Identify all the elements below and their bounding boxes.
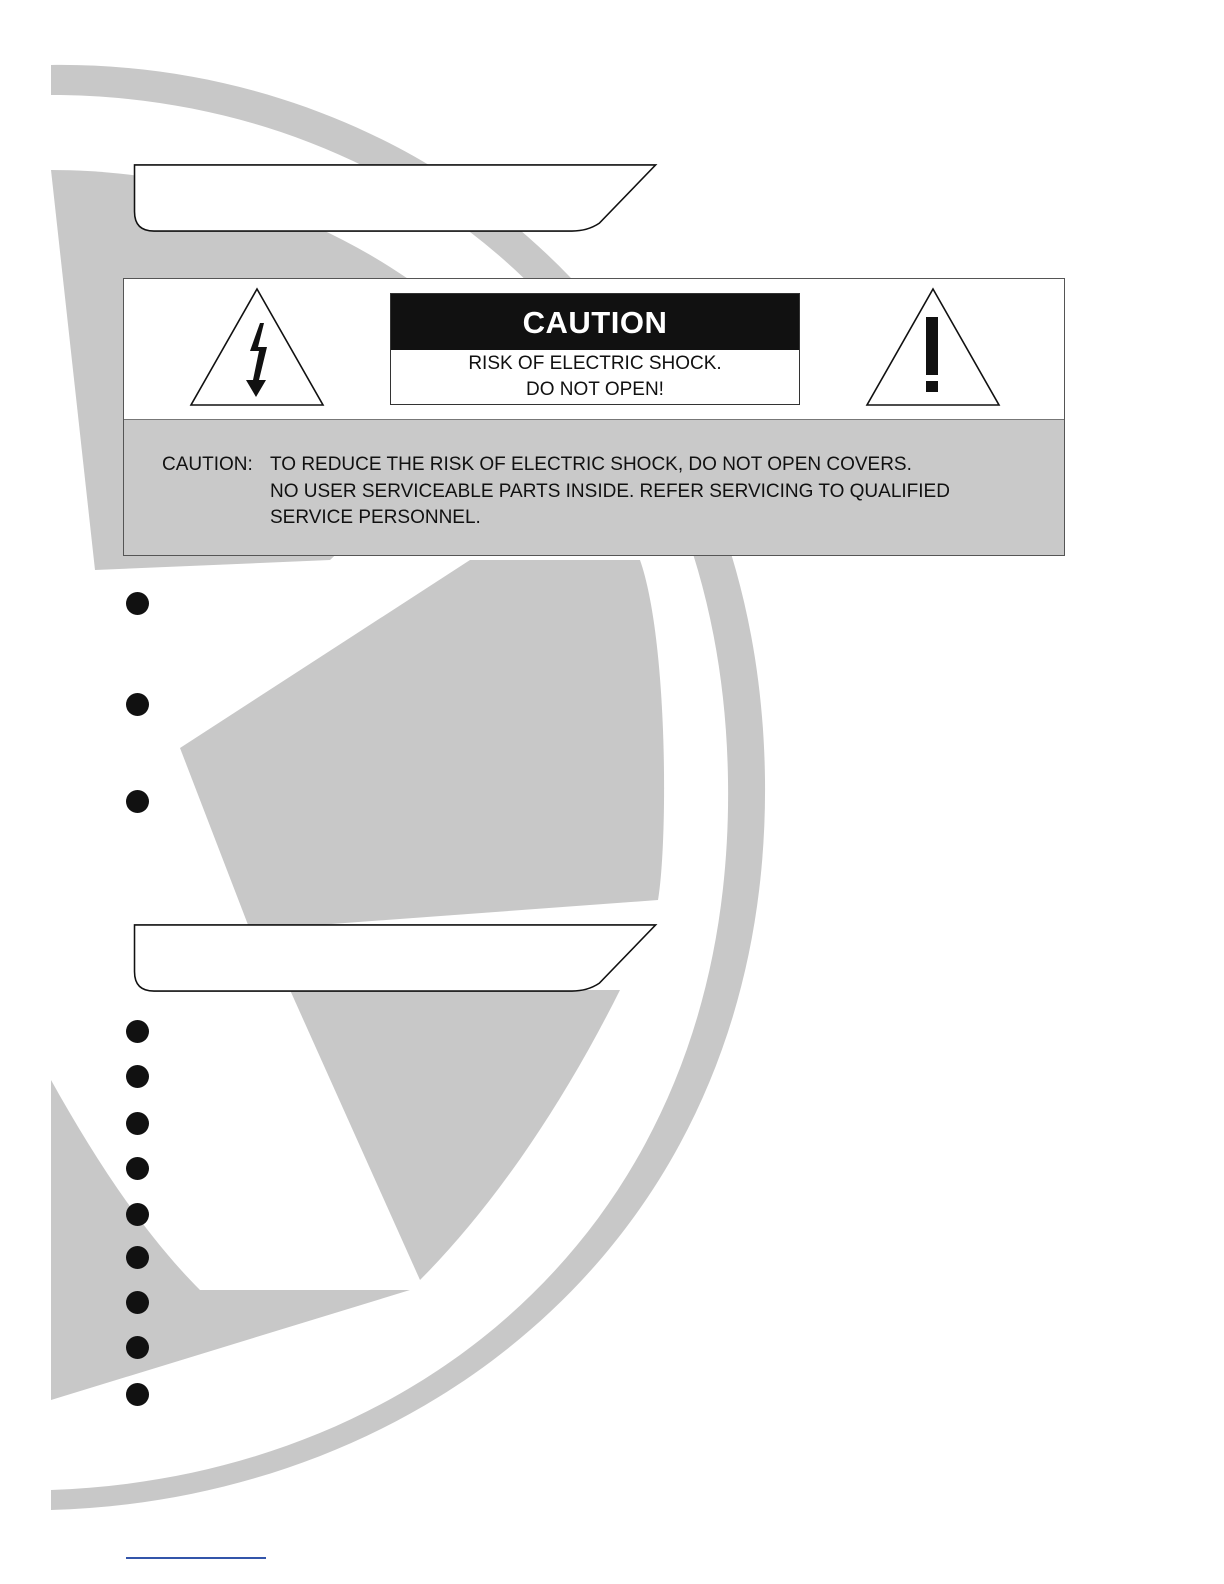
caution-notice-line2: NO USER SERVICEABLE PARTS INSIDE. REFER SERVICING TO QUALIFIED xyxy=(270,480,950,502)
caution-notice-band xyxy=(124,419,1064,555)
bullet-icon xyxy=(126,1336,149,1359)
caution-label-heading: CAUTION xyxy=(391,294,799,350)
electric-shock-warning-triangle-icon xyxy=(188,287,326,407)
bullet-icon xyxy=(126,790,149,813)
caution-symbols-row xyxy=(124,279,1064,419)
bullet-icon xyxy=(126,1020,149,1043)
caution-notice-lead: CAUTION: xyxy=(162,454,253,475)
bullet-icon xyxy=(126,1383,149,1406)
footer-rule xyxy=(126,1557,266,1559)
exclamation-warning-triangle-icon xyxy=(864,287,1002,407)
caution-notice-line1: TO REDUCE THE RISK OF ELECTRIC SHOCK, DO NOT OPEN COVERS. xyxy=(270,454,912,475)
bullet-icon xyxy=(126,592,149,615)
bullet-icon xyxy=(126,1203,149,1226)
caution-panel xyxy=(123,278,1065,556)
bullet-icon xyxy=(126,1065,149,1088)
caution-notice-line3: SERVICE PERSONNEL. xyxy=(270,507,481,528)
caution-notice-lines xyxy=(270,452,950,532)
bullet-icon xyxy=(126,693,149,716)
section1-header-tab xyxy=(125,163,670,233)
bullet-icon xyxy=(126,1291,149,1314)
bullet-icon xyxy=(126,1246,149,1269)
caution-label-line2: DO NOT OPEN! xyxy=(526,379,664,400)
caution-label-text xyxy=(391,350,799,403)
caution-label xyxy=(390,293,800,405)
caution-label-line1: RISK OF ELECTRIC SHOCK. xyxy=(468,353,722,374)
bullet-icon xyxy=(126,1157,149,1180)
section2-header-tab xyxy=(125,923,670,993)
bullet-icon xyxy=(126,1112,149,1135)
